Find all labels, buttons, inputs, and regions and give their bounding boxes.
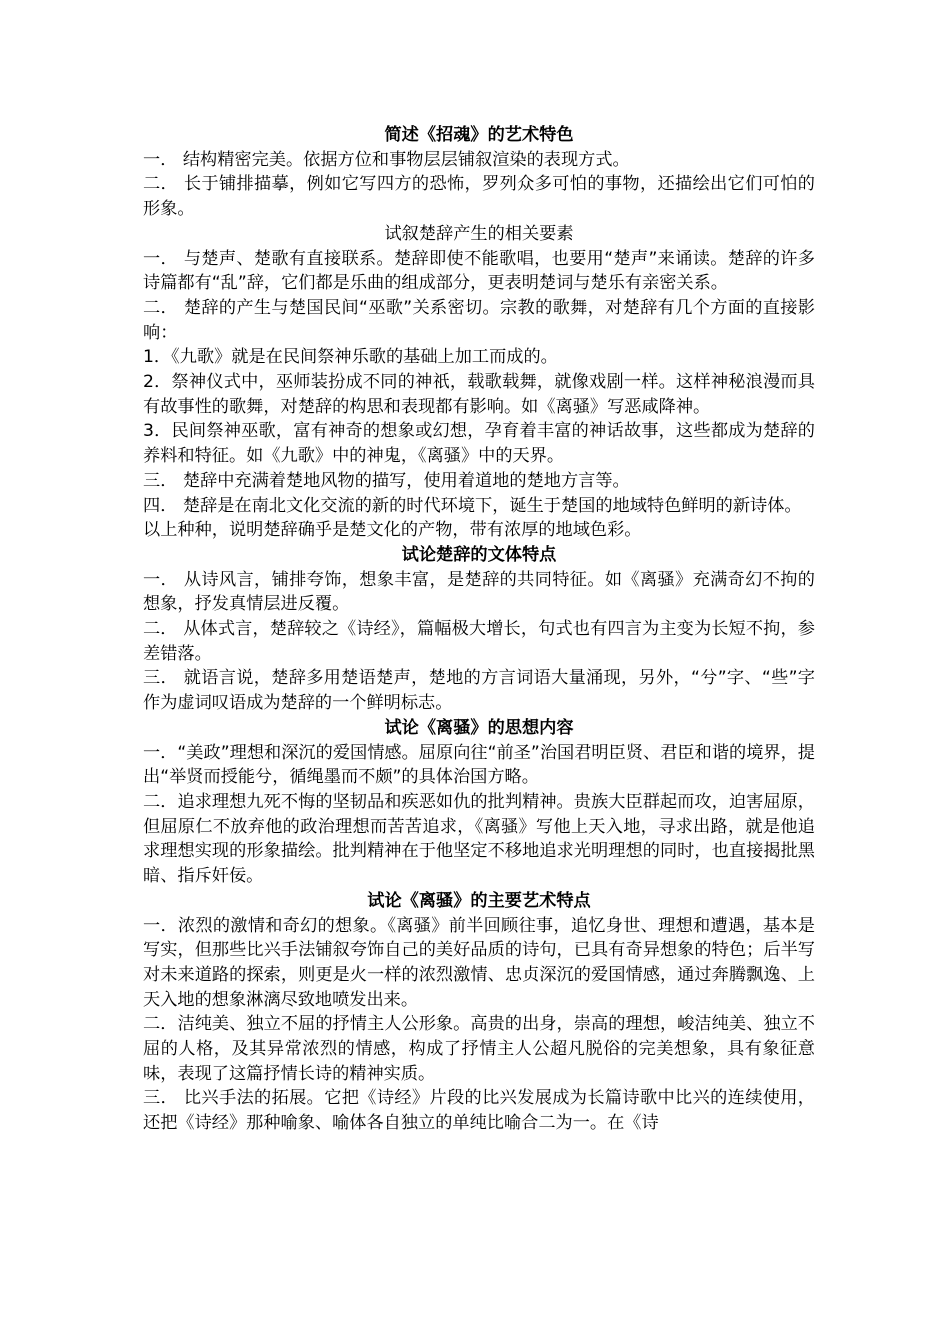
paragraph: 2．祭神仪式中，巫师装扮成不同的神祇，载歌载舞，就像戏剧一样。这样神秘浪漫而具有故事性的歌舞，对楚辞的构思和表现都有影响。如《离骚》写恶咸降神。	[143, 372, 815, 417]
section-title: 试论《离骚》的思想内容	[384, 717, 574, 738]
paragraph: 一． 结构精密完美。依据方位和事物层层铺叙渲染的表现方式。	[143, 149, 630, 170]
paragraph: 二． 楚辞的产生与楚国民间“巫歌”关系密切。宗教的歌舞，对楚辞有几个方面的直接影响：	[143, 297, 815, 343]
paragraph: 二． 从体式言，楚辞较之《诗经》，篇幅极大增长，句式也有四言为主变为长短不拘，参差错落。	[143, 619, 815, 664]
section-title: 试论《离骚》的主要艺术特点	[367, 890, 591, 911]
paragraph: 以上种种，说明楚辞确乎是楚文化的产物，带有浓厚的地域色彩。	[143, 520, 642, 541]
section-title: 试叙楚辞产生的相关要素	[384, 223, 574, 244]
paragraph: 二． 长于铺排描摹，例如它写四方的恐怖，罗列众多可怕的事物，还描绘出它们可怕的形象。	[143, 174, 815, 220]
paragraph: 一． 与楚声、楚歌有直接联系。楚辞即使不能歌唱，也要用“楚声”来诵读。楚辞的许多诗篇都有“乱”辞，它们都是乐曲的组成部分，更表明楚词与楚乐有亲密关系。	[143, 248, 815, 294]
paragraph: 三． 比兴手法的拓展。它把《诗经》片段的比兴发展成为长篇诗歌中比兴的连续使用，还把《诗经》那种喻象、喻体各自独立的单纯比喻合二为一。在《诗	[143, 1088, 815, 1134]
section-lisao-thought	[143, 716, 815, 889]
section-title: 简述《招魂》的艺术特色	[384, 125, 574, 145]
paragraph: 一．“美政”理想和深沉的爱国情感。屈原向往“前圣”治国君明臣贤、君臣和谐的境界，提出“举贤而授能兮，循绳墨而不颇”的具体治国方略。	[143, 742, 815, 788]
section-lisao-art	[143, 889, 815, 1136]
paragraph: 三． 就语言说，楚辞多用楚语楚声，楚地的方言词语大量涌现，另外，“兮”字、“些”字作为虚词叹语成为楚辞的一个鲜明标志。	[143, 668, 815, 714]
paragraph: 3．民间祭神巫歌，富有神奇的想象或幻想，孕育着丰富的神话故事，这些都成为楚辞的养料和特征。如《九歌》中的神鬼，《离骚》中的天界。	[143, 421, 815, 467]
section-title: 试论楚辞的文体特点	[401, 544, 557, 565]
section-zhaohun	[143, 123, 815, 222]
section-chuci-origin	[143, 222, 815, 543]
document-page	[143, 123, 815, 1136]
paragraph: 二．追求理想九死不悔的坚韧品和疾恶如仇的批判精神。贵族大臣群起而攻，迫害屈原，但屈原仁不放弃他的政治理想而苦苦追求，《离骚》写他上天入地，寻求出路，就是他追求理想实现的形象描绘。批判精神在于他坚定不移地追求光明理想的同时，也直接揭批黑暗、指斥奸佞。	[143, 791, 815, 887]
paragraph: 1．《九歌》就是在民间祭神乐歌的基础上加工而成的。	[143, 347, 558, 368]
paragraph: 四． 楚辞是在南北文化交流的新的时代环境下，诞生于楚国的地域特色鲜明的新诗体。	[143, 495, 802, 516]
paragraph: 一． 从诗风言，铺排夸饰，想象丰富，是楚辞的共同特征。如《离骚》充满奇幻不拘的想象，抒发真情层进反覆。	[143, 569, 815, 615]
paragraph: 三． 楚辞中充满着楚地风物的描写，使用着道地的楚地方言等。	[143, 470, 630, 491]
section-chuci-style	[143, 543, 815, 716]
paragraph: 二．洁纯美、独立不屈的抒情主人公形象。高贵的出身，崇高的理想，峻洁纯美、独立不屈的人格，及其异常浓烈的情感，构成了抒情主人公超凡脱俗的完美想象，具有象征意味，表现了这篇抒情长诗的精神实质。	[143, 1014, 815, 1084]
paragraph: 一．浓烈的激情和奇幻的想象。《离骚》前半回顾往事，追忆身世、理想和遭遇，基本是写实，但那些比兴手法铺叙夸饰自己的美好品质的诗句，已具有奇异想象的特色；后半写对未来道路的探索，则更是火一样的浓烈激情、忠贞深沉的爱国情感，通过奔腾飘逸、上天入地的想象淋漓尽致地喷发出来。	[143, 915, 815, 1010]
